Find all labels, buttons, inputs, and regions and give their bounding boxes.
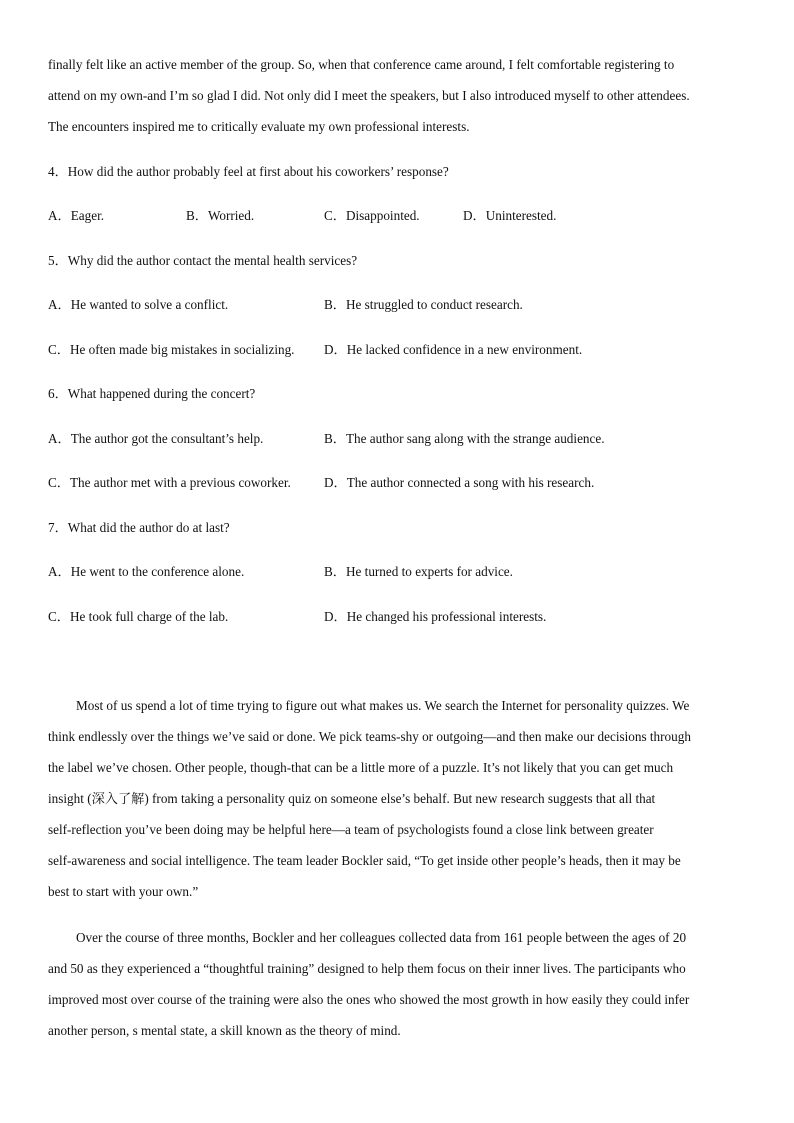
question-5-option-b: B．He struggled to conduct research. (324, 297, 523, 312)
paragraph-line: another person, s mental state, a skill known as the theory of mind. (48, 1023, 401, 1038)
question-7-option-b: B．He turned to experts for advice. (324, 564, 513, 579)
paragraph-line: and 50 as they experienced a “thoughtful training” designed to help them focus on their inner lives. The participants who (48, 961, 686, 976)
question-7-option-c: C．He took full charge of the lab. (48, 609, 229, 624)
paragraph-line: Over the course of three months, Bockler and her colleagues collected data from 161 people between the ages of 20 (76, 930, 687, 945)
paragraph-line: insight (深入了解) from taking a personality quiz on someone else’s behalf. But new research suggests that all that (48, 791, 656, 806)
question-6-stem: 6．What happened during the concert? (48, 386, 256, 401)
paragraph-line: best to start with your own.” (48, 884, 199, 899)
paragraph-line: Most of us spend a lot of time trying to figure out what makes us. We search the Internet for personality quizzes. We (76, 698, 690, 713)
question-5-option-c: C．He often made big mistakes in socializing. (48, 342, 295, 357)
question-7-option-a: A．He went to the conference alone. (48, 564, 245, 579)
question-5-stem: 5．Why did the author contact the mental health services? (48, 253, 358, 268)
paragraph-line: self-reflection you’ve been doing may be helpful here—a team of psychologists found a close link between greater (48, 822, 654, 837)
paragraph-line: self-awareness and social intelligence. The team leader Bockler said, “To get inside other people’s heads, then it may be (48, 853, 681, 868)
paragraph-line: the label we’ve chosen. Other people, though-that can be a little more of a puzzle. It’s not likely that you can get much (48, 760, 674, 775)
question-7-option-d: D．He changed his professional interests. (324, 609, 547, 624)
question-7-stem: 7．What did the author do at last? (48, 520, 230, 535)
question-6-option-a: A．The author got the consultant’s help. (48, 431, 264, 446)
passage-line: finally felt like an active member of the group. So, when that conference came around, I felt comfortable registering to (48, 57, 675, 72)
question-4-stem: 4．How did the author probably feel at first about his coworkers’ response? (48, 164, 449, 179)
question-4-option-b: B．Worried. (186, 208, 255, 223)
paragraph-line: think endlessly over the things we’ve said or done. We pick teams-shy or outgoing—and then make our decisions through (48, 729, 691, 744)
question-4-option-d: D．Uninterested. (463, 208, 557, 223)
passage-line: The encounters inspired me to critically evaluate my own professional interests. (48, 119, 470, 134)
question-5-option-d: D．He lacked confidence in a new environment. (324, 342, 583, 357)
question-4-option-a: A．Eager. (48, 208, 105, 223)
passage-line: attend on my own-and I’m so glad I did. Not only did I meet the speakers, but I also introduced myself to other attendees. (48, 88, 690, 103)
question-4-option-c: C．Disappointed. (324, 208, 420, 223)
question-6-option-c: C．The author met with a previous coworker. (48, 475, 291, 490)
question-6-option-b: B．The author sang along with the strange audience. (324, 431, 605, 446)
question-6-option-d: D．The author connected a song with his research. (324, 475, 595, 490)
question-5-option-a: A．He wanted to solve a conflict. (48, 297, 229, 312)
paragraph-line: improved most over course of the training were also the ones who showed the most growth in how easily they could infer (48, 992, 690, 1007)
